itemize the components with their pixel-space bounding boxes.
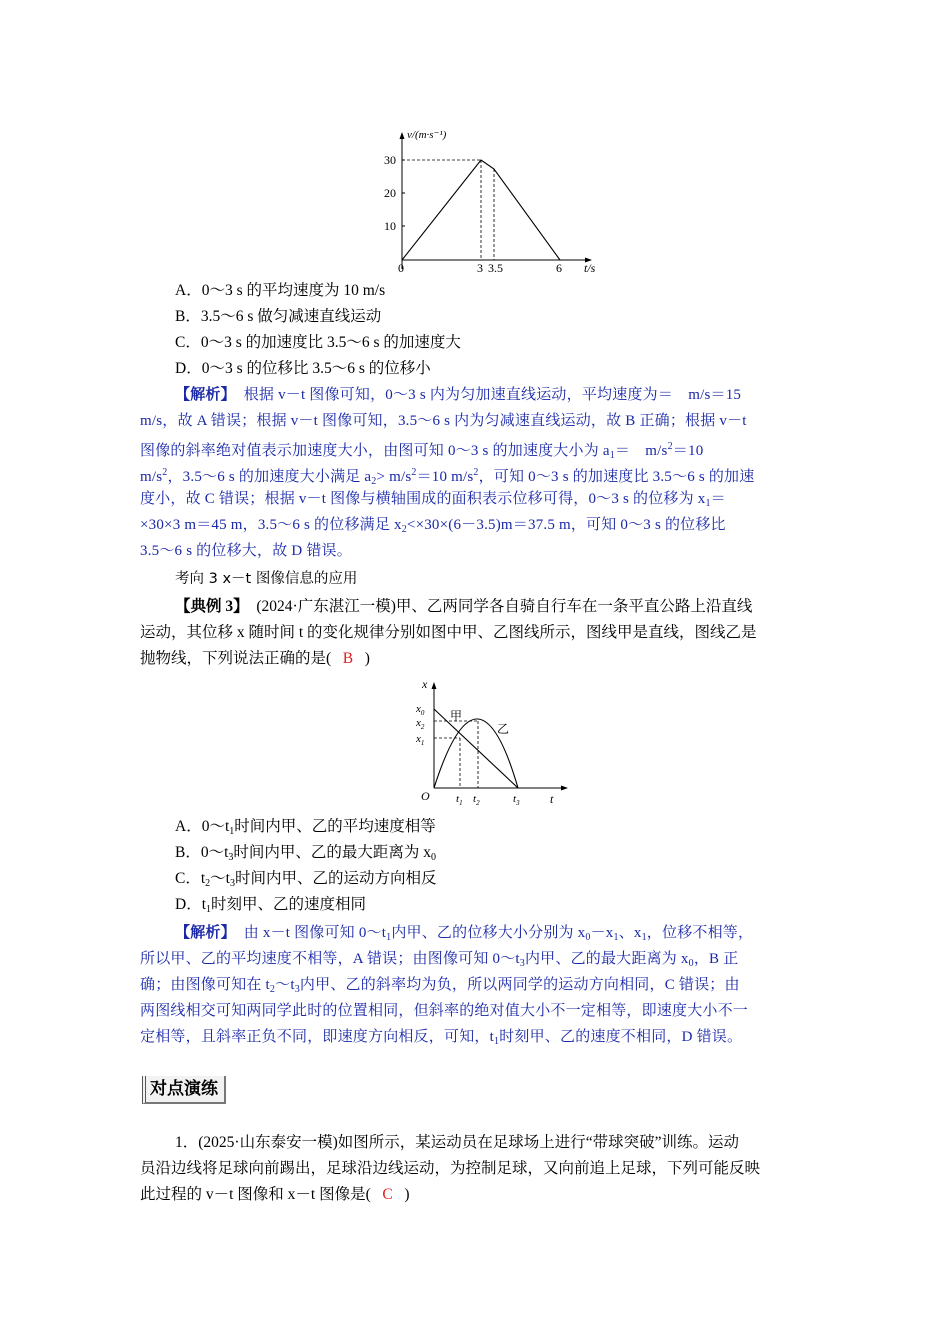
analysis-3-line-4: 两图线相交可知两同学此时的位置相同，但斜率的绝对值大小不一定相等，即速度大小不一 bbox=[140, 1003, 749, 1019]
analysis-1-line-6: ×30×3 m＝45 m，3.5～6 s 的位移满足 $x_2<\times 30\times(6-3.5)m=37.5$ m，可知 0～3 s 的位移比 bbox=[140, 517, 726, 535]
example-3-line-1: 【典例 3】 (2024·广东湛江一模)甲、乙两同学各自骑自行车在一条平直公路上沿直线 bbox=[175, 598, 753, 615]
displacement-time-chart bbox=[412, 676, 572, 806]
q4-line-1: 1．(2025·山东泰安一模)如图所示，某运动员在足球场上进行“带球突破”训练。运动 bbox=[175, 1134, 739, 1151]
section-title: 对点演练 bbox=[142, 1076, 226, 1104]
y-tick-10: 10 bbox=[384, 219, 396, 233]
x-tick-3-5: 3.5 bbox=[488, 261, 503, 274]
label-yi: 乙 bbox=[497, 722, 510, 736]
q4-line-3: 此过程的 v－t 图像和 x－t 图像是( C ) bbox=[140, 1186, 410, 1203]
option-d: D．0～3 s 的位移比 3.5～6 s 的位移小 bbox=[175, 360, 431, 377]
q3-option-c: C．$t_2\sim t_3$时间内甲、乙的运动方向相反 bbox=[175, 870, 437, 889]
answer-b: B bbox=[342, 650, 354, 667]
analysis-1-line-2: m/s，故 A 错误；根据 v－t 图像可知，3.5～6 s 内为匀减速直线运动，故 B 正确；根据 v－t bbox=[140, 413, 747, 429]
label-t1: $t_1$ bbox=[456, 793, 463, 806]
label-jia: 甲 bbox=[450, 709, 463, 723]
x-tick-0: 0 bbox=[398, 261, 404, 274]
topic-heading: 考向 3 x－t 图像信息的应用 bbox=[175, 571, 358, 587]
origin-label: O bbox=[421, 789, 430, 803]
answer-c: C bbox=[382, 1186, 393, 1203]
x-axis-arrow bbox=[561, 786, 568, 791]
q3-option-b: B．$0\sim t_3$时间内甲、乙的最大距离为 $x_0$ bbox=[175, 844, 437, 863]
example-3-line-3: 抛物线，下列说法正确的是( B ) bbox=[140, 650, 370, 667]
y-axis-arrow bbox=[400, 132, 405, 139]
analysis-1-line-5: 度小，故 C 错误；根据 v－t 图像与横轴围成的面积表示位移可得，0～3 s 的位移为 $x_1=$ bbox=[140, 491, 726, 509]
analysis-3-line-1: 【解析】 由 x－t 图像可知 $0\sim t_1$内甲、乙的位移大小分别为 $x_0-x_1$、$x_1$，位移不相等， bbox=[175, 925, 754, 943]
q3-option-a: A．$0\sim t_1$时间内甲、乙的平均速度相等 bbox=[175, 818, 436, 837]
example-tag: 【典例 3】 bbox=[175, 598, 249, 615]
q3-option-d: D．$t_1$时刻甲、乙的速度相同 bbox=[175, 896, 367, 915]
y-axis-label: v/(m·s⁻¹) bbox=[407, 129, 447, 141]
label-x1: $x_1$ bbox=[416, 733, 425, 747]
y-tick-30: 30 bbox=[384, 153, 396, 167]
analysis-tag: 【解析】 bbox=[175, 387, 236, 403]
y-axis-arrow bbox=[432, 682, 437, 689]
analysis-3-line-3: 确；由图像可知在 $t_2\sim t_3$内甲、乙的斜率均为负，所以两同学的运动方向相同，C 错误；由 bbox=[140, 977, 740, 995]
option-b: B．3.5～6 s 做匀减速直线运动 bbox=[175, 308, 382, 325]
analysis-1-line-7: 3.5～6 s 的位移大，故 D 错误。 bbox=[140, 543, 352, 559]
label-t3: $t_3$ bbox=[513, 793, 520, 806]
x-axis-label: t bbox=[550, 792, 554, 806]
analysis-3-line-5: 定相等，且斜率正负不同，即速度方向相反，可知，$t_1$时刻甲、乙的速度不相同，D 错误。 bbox=[140, 1029, 743, 1047]
option-a: A．0～3 s 的平均速度为 10 m/s bbox=[175, 282, 386, 299]
option-c: C．0～3 s 的加速度比 3.5～6 s 的加速度大 bbox=[175, 334, 461, 351]
analysis-1-line-3: 图像的斜率绝对值表示加速度大小，由图可知 0～3 s 的加速度大小为 $a_1=$ $m/s^2=10$ bbox=[140, 441, 704, 461]
y-tick-20: 20 bbox=[384, 186, 396, 200]
analysis-1-line-1: 【解析】 根据 v－t 图像可知，0～3 s 内为匀加速直线运动，平均速度为＝ m/s＝15 bbox=[175, 387, 742, 403]
velocity-time-chart bbox=[380, 124, 620, 274]
x-axis-label: t/s bbox=[584, 261, 596, 274]
y-axis-label: x bbox=[422, 677, 428, 691]
analysis-3-line-2: 所以甲、乙的平均速度不相等，A 错误；由图像可知 $0\sim t_3$内甲、乙的最大距离为 $x_0$，B 正 bbox=[140, 951, 739, 969]
analysis-tag: 【解析】 bbox=[175, 925, 236, 941]
label-x0: $x_0$ bbox=[416, 703, 425, 717]
q4-line-2: 员沿边线将足球向前踢出，足球沿边线运动，为控制足球，又向前追上足球，下列可能反映 bbox=[140, 1160, 761, 1177]
label-t2: $t_2$ bbox=[473, 793, 480, 806]
example-3-line-2: 运动，其位移 x 随时间 t 的变化规律分别如图中甲、乙图线所示，图线甲是直线，图线乙是 bbox=[140, 624, 757, 641]
analysis-1-line-4: $m/s^2$，3.5～6 s 的加速度大小满足 $a_2> m/s^2=10$ $m/s^2$，可知 0～3 s 的加速度比 3.5～6 s 的加速 bbox=[140, 467, 755, 487]
label-x2: $x_2$ bbox=[416, 717, 425, 731]
x-tick-6: 6 bbox=[556, 261, 562, 274]
x-tick-3: 3 bbox=[477, 261, 483, 274]
